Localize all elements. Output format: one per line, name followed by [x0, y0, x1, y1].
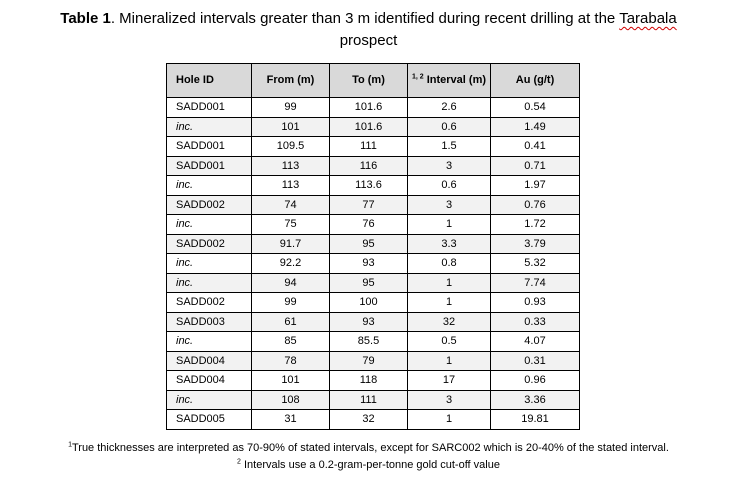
cell-interval: 1: [408, 351, 491, 371]
cell-hole-id: inc.: [167, 273, 252, 293]
cell-from: 85: [252, 332, 330, 352]
cell-au: 7.74: [491, 273, 580, 293]
cell-hole-id: inc.: [167, 390, 252, 410]
cell-from: 113: [252, 176, 330, 196]
cell-from: 78: [252, 351, 330, 371]
cell-to: 100: [330, 293, 408, 313]
cell-au: 5.32: [491, 254, 580, 274]
table-row: [167, 254, 580, 274]
cell-from: 101: [252, 117, 330, 137]
cell-to: 95: [330, 234, 408, 254]
footnote-2-marker: 2: [237, 458, 241, 466]
cell-interval: 3: [408, 195, 491, 215]
cell-au: 3.79: [491, 234, 580, 254]
cell-interval: 1: [408, 273, 491, 293]
cell-from: 91.7: [252, 234, 330, 254]
cell-to: 111: [330, 137, 408, 157]
cell-hole-id: SADD001: [167, 98, 252, 118]
cell-au: 0.71: [491, 156, 580, 176]
cell-hole-id: inc.: [167, 176, 252, 196]
cell-interval: 3: [408, 390, 491, 410]
cell-au: 19.81: [491, 410, 580, 430]
table-row: [167, 156, 580, 176]
header-interval-label: Interval (m): [426, 74, 487, 86]
cell-to: 32: [330, 410, 408, 430]
table-caption: [0, 8, 737, 52]
cell-hole-id: SADD001: [167, 156, 252, 176]
cell-hole-id: inc.: [167, 254, 252, 274]
cell-interval: 0.8: [408, 254, 491, 274]
table-row: [167, 234, 580, 254]
cell-to: 116: [330, 156, 408, 176]
cell-to: 93: [330, 254, 408, 274]
cell-interval: 0.5: [408, 332, 491, 352]
cell-au: 3.36: [491, 390, 580, 410]
cell-interval: 17: [408, 371, 491, 391]
cell-to: 77: [330, 195, 408, 215]
footnote-1: [0, 441, 737, 455]
cell-hole-id: SADD002: [167, 293, 252, 313]
header-interval: [408, 64, 491, 98]
cell-interval: 3.3: [408, 234, 491, 254]
cell-hole-id: SADD005: [167, 410, 252, 430]
cell-interval: 2.6: [408, 98, 491, 118]
header-to: To (m): [330, 64, 408, 98]
table-row: [167, 137, 580, 157]
footnote-2-text: Intervals use a 0.2-gram-per-tonne gold cut-off value: [240, 459, 500, 471]
table-row: [167, 117, 580, 137]
cell-hole-id: SADD004: [167, 351, 252, 371]
cell-au: 0.41: [491, 137, 580, 157]
cell-interval: 1: [408, 215, 491, 235]
cell-from: 99: [252, 98, 330, 118]
caption-label: Table 1: [60, 10, 111, 27]
cell-from: 74: [252, 195, 330, 215]
cell-hole-id: SADD003: [167, 312, 252, 332]
cell-hole-id: inc.: [167, 215, 252, 235]
cell-hole-id: inc.: [167, 332, 252, 352]
table-row: [167, 215, 580, 235]
footnote-1-marker: 1: [68, 441, 72, 449]
cell-au: 0.96: [491, 371, 580, 391]
table-row: [167, 312, 580, 332]
cell-interval: 1: [408, 293, 491, 313]
cell-hole-id: SADD004: [167, 371, 252, 391]
table-header-row: [167, 64, 580, 98]
cell-interval: 3: [408, 156, 491, 176]
cell-au: 0.54: [491, 98, 580, 118]
cell-interval: 0.6: [408, 117, 491, 137]
cell-from: 108: [252, 390, 330, 410]
cell-to: 111: [330, 390, 408, 410]
cell-to: 101.6: [330, 117, 408, 137]
cell-interval: 1.5: [408, 137, 491, 157]
table-row: [167, 293, 580, 313]
cell-from: 94: [252, 273, 330, 293]
header-au: Au (g/t): [491, 64, 580, 98]
cell-to: 76: [330, 215, 408, 235]
cell-to: 118: [330, 371, 408, 391]
header-hole-id: Hole ID: [167, 64, 252, 98]
footnote-1-text: True thicknesses are interpreted as 70-90% of stated intervals, except for SARC002 which is 20-40% of the stated interval.: [71, 442, 669, 454]
cell-hole-id: SADD002: [167, 195, 252, 215]
table-body: [167, 98, 580, 430]
cell-hole-id: inc.: [167, 117, 252, 137]
caption-text: . Mineralized intervals greater than 3 m identified during recent drilling at the: [110, 10, 620, 27]
cell-from: 61: [252, 312, 330, 332]
table-row: [167, 371, 580, 391]
cell-from: 75: [252, 215, 330, 235]
table-row: [167, 176, 580, 196]
cell-interval: 0.6: [408, 176, 491, 196]
cell-au: 0.31: [491, 351, 580, 371]
caption-place-name: Tarabala: [619, 10, 677, 27]
cell-interval: 32: [408, 312, 491, 332]
table-row: [167, 98, 580, 118]
cell-from: 31: [252, 410, 330, 430]
table-row: [167, 195, 580, 215]
intervals-table: [166, 63, 580, 430]
table-row: [167, 273, 580, 293]
cell-to: 101.6: [330, 98, 408, 118]
cell-au: 1.72: [491, 215, 580, 235]
cell-au: 0.93: [491, 293, 580, 313]
cell-interval: 1: [408, 410, 491, 430]
header-interval-superscript: 1, 2: [411, 73, 424, 81]
cell-from: 99: [252, 293, 330, 313]
table-row: [167, 351, 580, 371]
cell-au: 4.07: [491, 332, 580, 352]
cell-hole-id: SADD001: [167, 137, 252, 157]
cell-to: 79: [330, 351, 408, 371]
cell-hole-id: SADD002: [167, 234, 252, 254]
cell-to: 93: [330, 312, 408, 332]
cell-to: 95: [330, 273, 408, 293]
cell-from: 92.2: [252, 254, 330, 274]
footnote-2: [0, 458, 737, 472]
caption-text-continued: prospect: [339, 32, 398, 49]
cell-to: 113.6: [330, 176, 408, 196]
cell-au: 0.33: [491, 312, 580, 332]
cell-au: 1.49: [491, 117, 580, 137]
table-row: [167, 332, 580, 352]
table-row: [167, 410, 580, 430]
cell-from: 101: [252, 371, 330, 391]
cell-from: 113: [252, 156, 330, 176]
cell-au: 0.76: [491, 195, 580, 215]
cell-to: 85.5: [330, 332, 408, 352]
cell-au: 1.97: [491, 176, 580, 196]
cell-from: 109.5: [252, 137, 330, 157]
table-row: [167, 390, 580, 410]
header-from: From (m): [252, 64, 330, 98]
